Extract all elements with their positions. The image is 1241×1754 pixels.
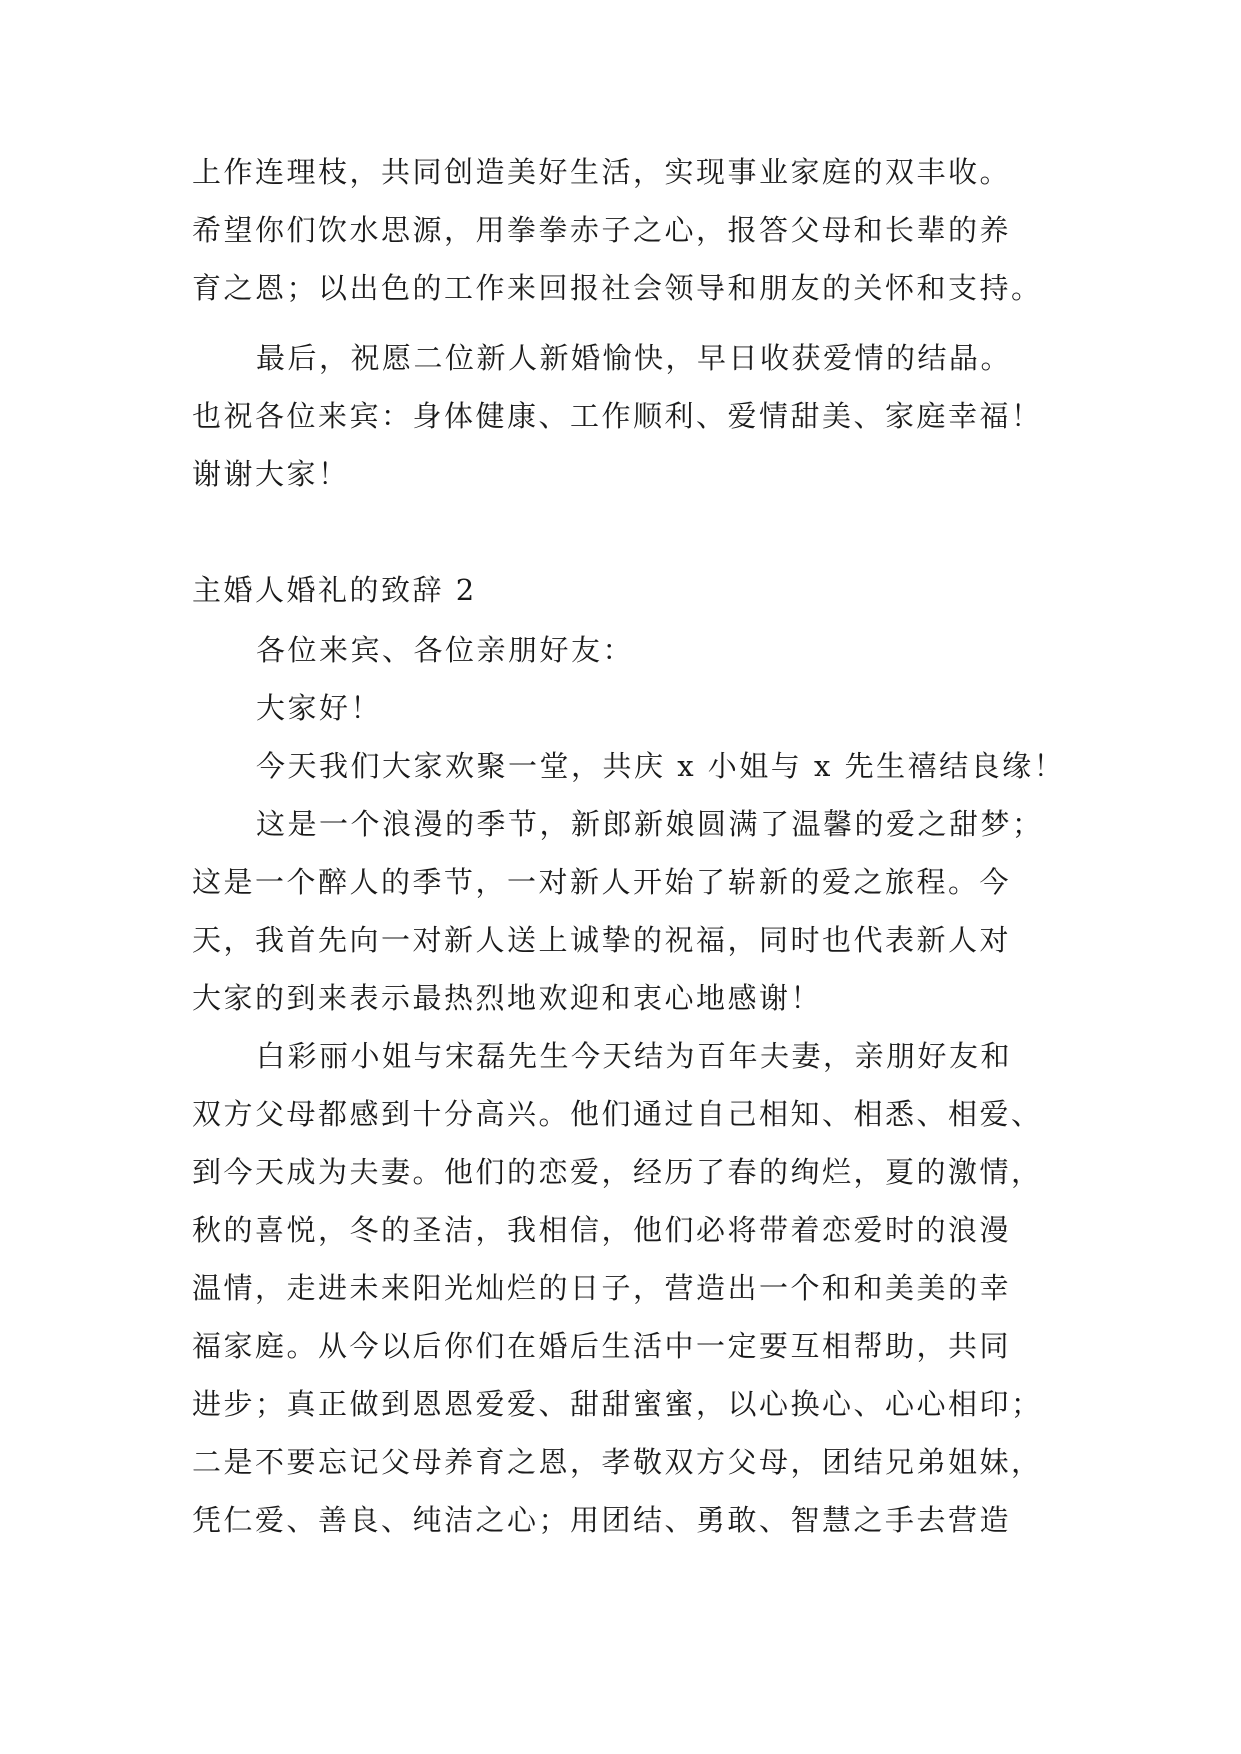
paragraph-line: 育之恩；以出色的工作来回报社会领导和朋友的关怀和支持。	[192, 271, 1043, 305]
paragraph-line: 今天我们大家欢聚一堂，共庆 x 小姐与 x 先生禧结良缘！	[256, 749, 1066, 783]
paragraph-line: 谢谢大家！	[192, 457, 350, 491]
paragraph-line: 温情，走进未来阳光灿烂的日子，营造出一个和和美美的幸	[192, 1271, 1012, 1305]
paragraph-line: 进步；真正做到恩恩爱爱、甜甜蜜蜜，以心换心、心心相印；	[192, 1387, 1043, 1421]
paragraph-line: 福家庭。从今以后你们在婚后生活中一定要互相帮助，共同	[192, 1329, 1012, 1363]
paragraph-line: 最后，祝愿二位新人新婚愉快，早日收获爱情的结晶。	[256, 341, 1013, 375]
paragraph-line: 上作连理枝，共同创造美好生活，实现事业家庭的双丰收。	[192, 155, 1012, 189]
salutation: 各位来宾、各位亲朋好友：	[256, 633, 635, 667]
paragraph-line: 到今天成为夫妻。他们的恋爱，经历了春的绚烂，夏的激情，	[192, 1155, 1043, 1189]
paragraph-line: 二是不要忘记父母养育之恩，孝敬双方父母，团结兄弟姐妹，	[192, 1445, 1043, 1479]
paragraph-line: 凭仁爱、善良、纯洁之心；用团结、勇敢、智慧之手去营造	[192, 1503, 1012, 1537]
paragraph-line: 这是一个浪漫的季节，新郎新娘圆满了温馨的爱之甜梦；	[256, 807, 1044, 841]
paragraph-line: 天，我首先向一对新人送上诚挚的祝福，同时也代表新人对	[192, 923, 1012, 957]
greeting: 大家好！	[256, 691, 383, 725]
paragraph-line: 秋的喜悦，冬的圣洁，我相信，他们必将带着恋爱时的浪漫	[192, 1213, 1012, 1247]
paragraph-line: 希望你们饮水思源，用拳拳赤子之心，报答父母和长辈的养	[192, 213, 1012, 247]
paragraph-line: 这是一个醉人的季节，一对新人开始了崭新的爱之旅程。今	[192, 865, 1012, 899]
section-heading: 主婚人婚礼的致辞 2	[192, 573, 477, 607]
paragraph-line: 白彩丽小姐与宋磊先生今天结为百年夫妻，亲朋好友和	[256, 1039, 1013, 1073]
paragraph-line: 双方父母都感到十分高兴。他们通过自己相知、相悉、相爱、	[192, 1097, 1043, 1131]
paragraph-line: 大家的到来表示最热烈地欢迎和衷心地感谢！	[192, 981, 823, 1015]
paragraph-line: 也祝各位来宾：身体健康、工作顺利、爱情甜美、家庭幸福！	[192, 399, 1043, 433]
